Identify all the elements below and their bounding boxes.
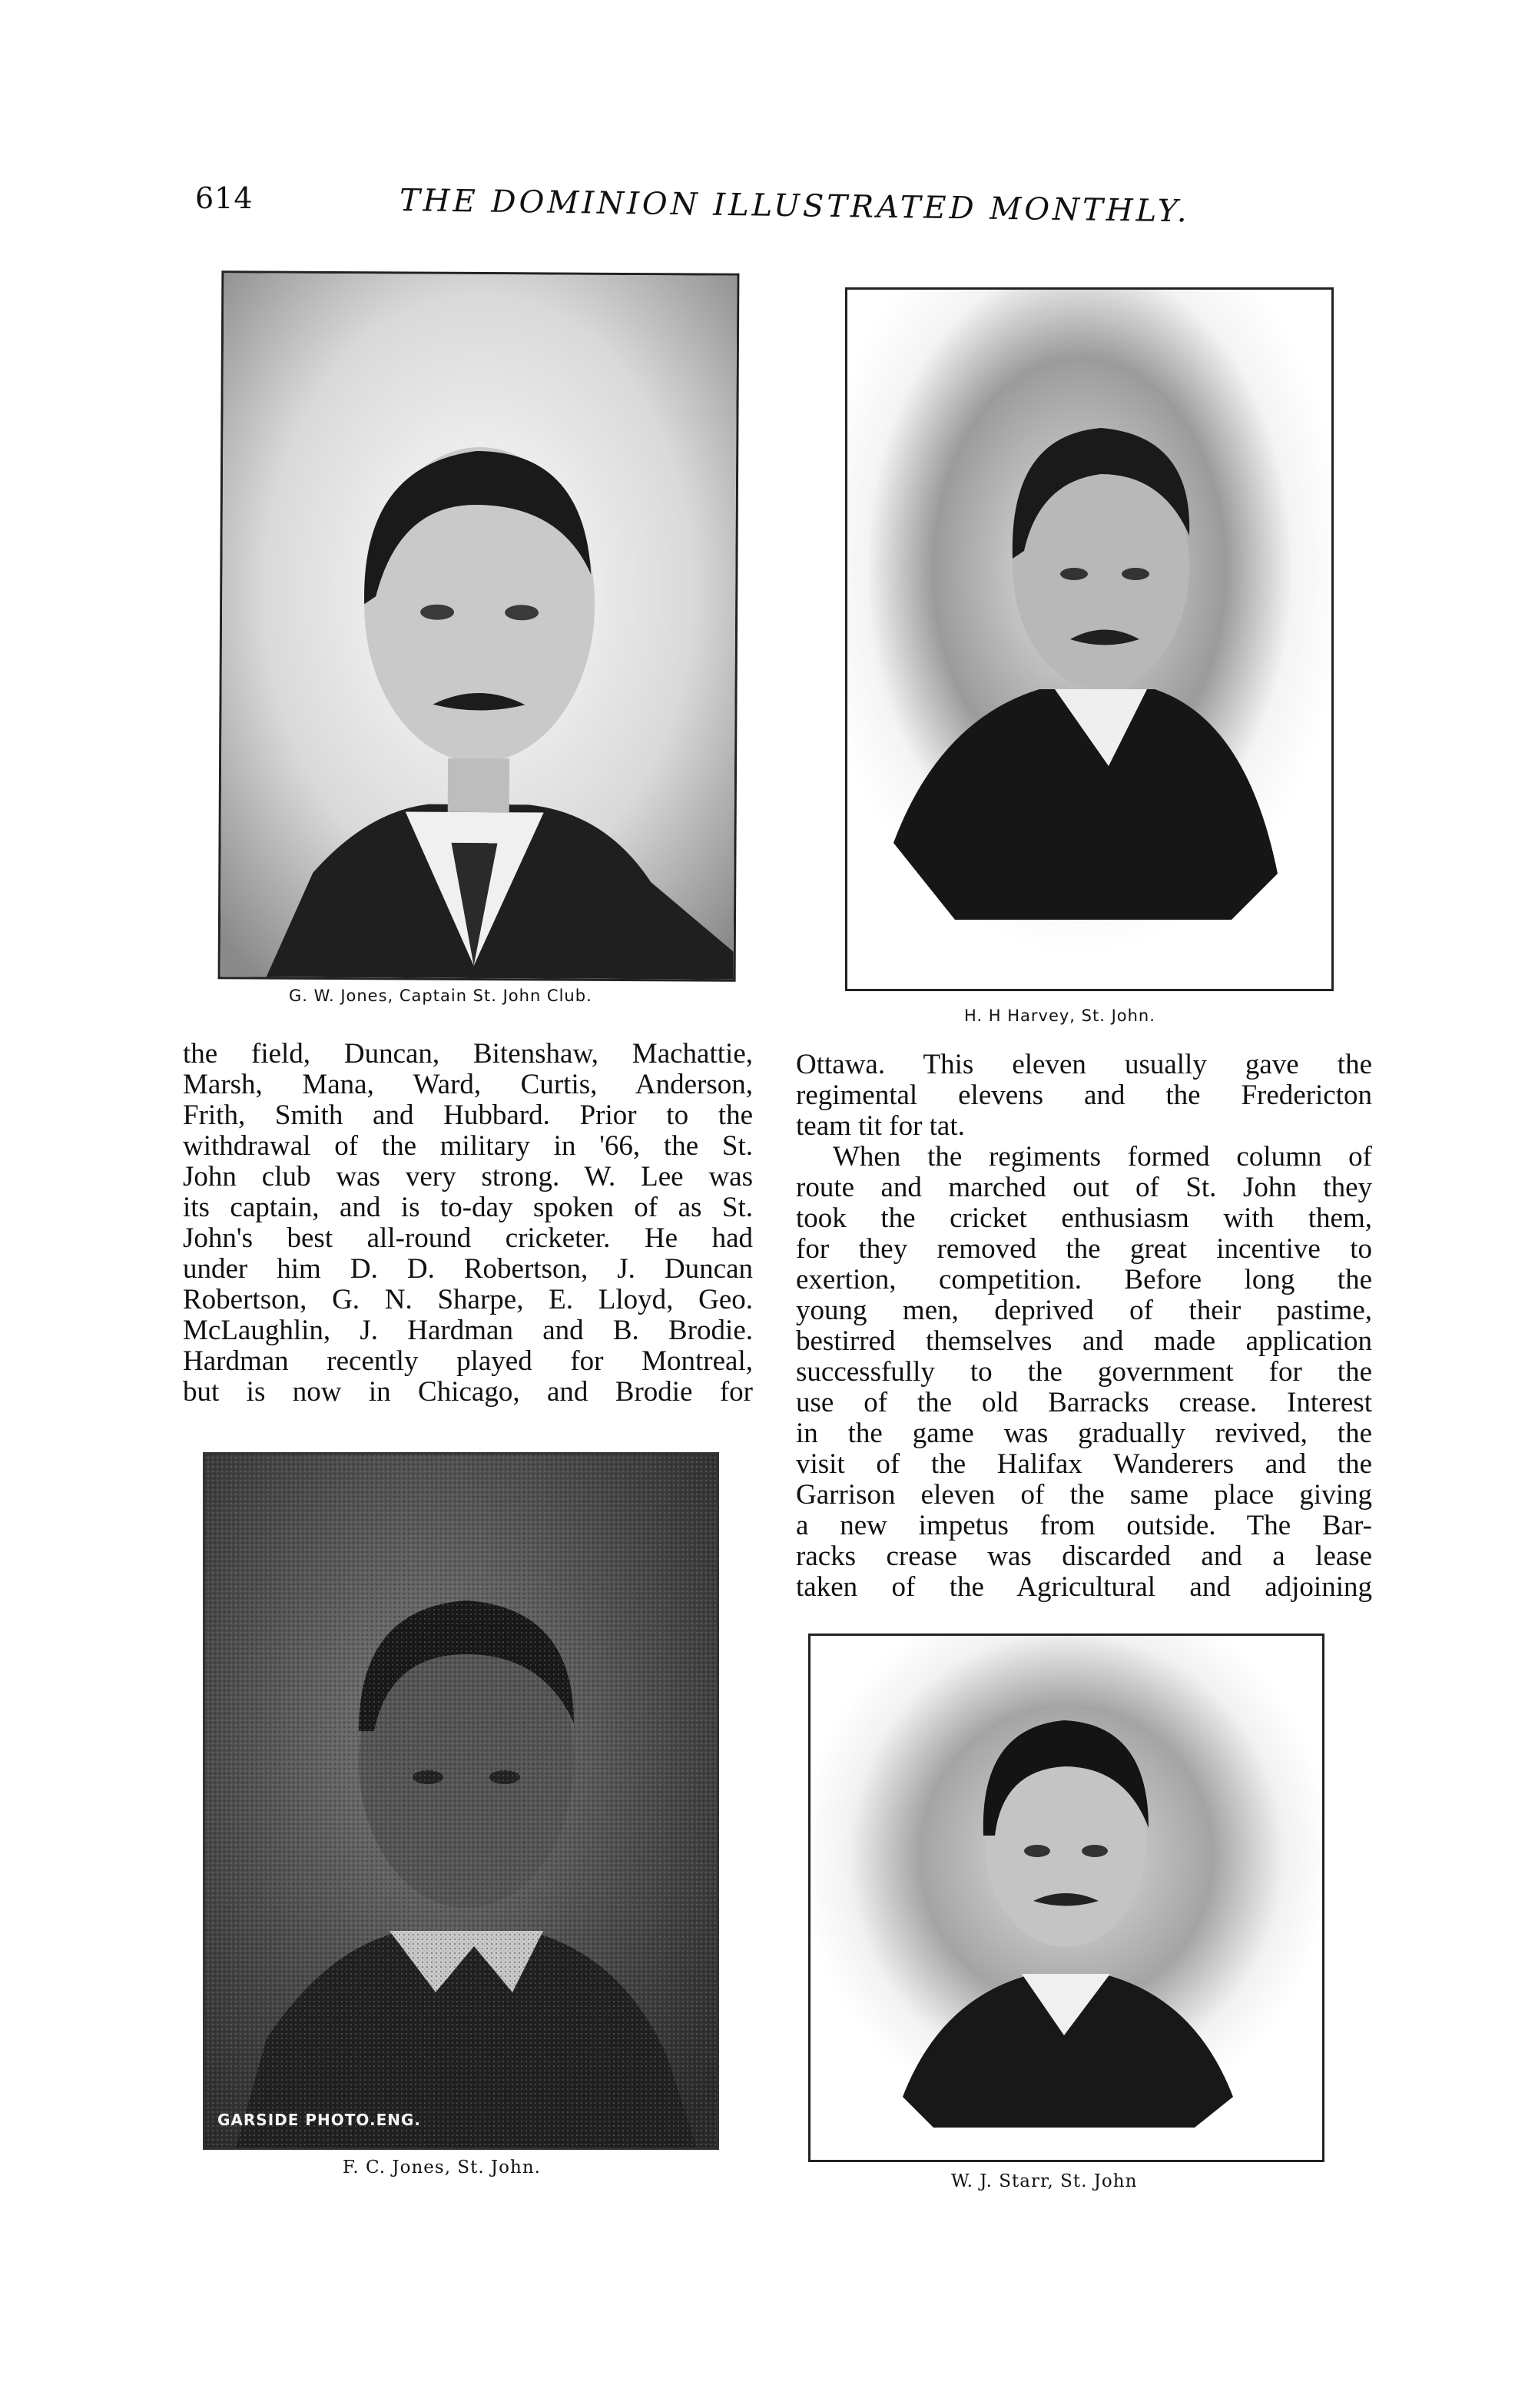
page-number: 614 (195, 181, 254, 215)
text-line: Ottawa. This eleven usually gave the (796, 1049, 1372, 1080)
caption-g-w-jones: G. W. Jones, Captain St. John Club. (289, 987, 592, 1005)
portrait-f-c-jones (203, 1452, 719, 2150)
text-line: took the cricket enthusiasm with them, (796, 1202, 1372, 1234)
text-line: regimental elevens and the Fredericton (796, 1080, 1372, 1111)
text-line: route and marched out of St. John they (796, 1172, 1372, 1203)
text-line: Hardman recently played for Montreal, (183, 1345, 753, 1377)
text-line: bestirred themselves and made application (796, 1325, 1372, 1357)
text-line: withdrawal of the military in '66, the St. (183, 1130, 753, 1162)
text-line: in the game was gradually revived, the (796, 1418, 1372, 1449)
portrait-g-w-jones (218, 270, 740, 982)
left-column-text (183, 1039, 753, 1408)
text-line: When the regiments formed column of (833, 1141, 1372, 1172)
text-line: its captain, and is to-day spoken of as St. (183, 1192, 753, 1223)
text-line: Garrison eleven of the same place giving (796, 1479, 1372, 1511)
right-column-text (796, 1050, 1372, 1603)
text-line: taken of the Agricultural and adjoining (796, 1571, 1372, 1603)
text-line: Robertson, G. N. Sharpe, E. Lloyd, Geo. (183, 1284, 753, 1315)
text-line: young men, deprived of their pastime, (796, 1295, 1372, 1326)
text-line: visit of the Halifax Wanderers and the (796, 1448, 1372, 1480)
text-line: a new impetus from outside. The Bar- (796, 1510, 1372, 1541)
portrait-h-h-harvey (845, 287, 1334, 991)
text-line: the field, Duncan, Bitenshaw, Machattie, (183, 1038, 753, 1070)
text-line: team tit for tat. (796, 1110, 965, 1142)
text-line: McLaughlin, J. Hardman and B. Brodie. (183, 1315, 753, 1346)
text-line: use of the old Barracks crease. Interest (796, 1387, 1372, 1418)
portrait-w-j-starr (808, 1634, 1324, 2162)
text-line: successfully to the government for the (796, 1356, 1372, 1388)
caption-h-h-harvey: H. H Harvey, St. John. (964, 1007, 1155, 1025)
text-line: but is now in Chicago, and Brodie for (183, 1376, 753, 1408)
running-title: THE DOMINION ILLUSTRATED MONTHLY. (399, 183, 1190, 230)
text-line: racks crease was discarded and a lease (796, 1541, 1372, 1572)
engraver-mark: GARSIDE PHOTO.ENG. (217, 2111, 421, 2129)
text-line: Marsh, Mana, Ward, Curtis, Anderson, (183, 1069, 753, 1100)
text-line: John's best all-round cricketer. He had (183, 1222, 753, 1254)
text-line: exertion, competition. Before long the (796, 1264, 1372, 1295)
text-line: John club was very strong. W. Lee was (183, 1161, 753, 1192)
text-line: under him D. D. Robertson, J. Duncan (183, 1253, 753, 1285)
text-line: for they removed the great incentive to (796, 1233, 1372, 1265)
caption-w-j-starr: W. J. Starr, St. John (951, 2171, 1138, 2191)
caption-f-c-jones: F. C. Jones, St. John. (343, 2158, 541, 2177)
text-line: Frith, Smith and Hubbard. Prior to the (183, 1100, 753, 1131)
